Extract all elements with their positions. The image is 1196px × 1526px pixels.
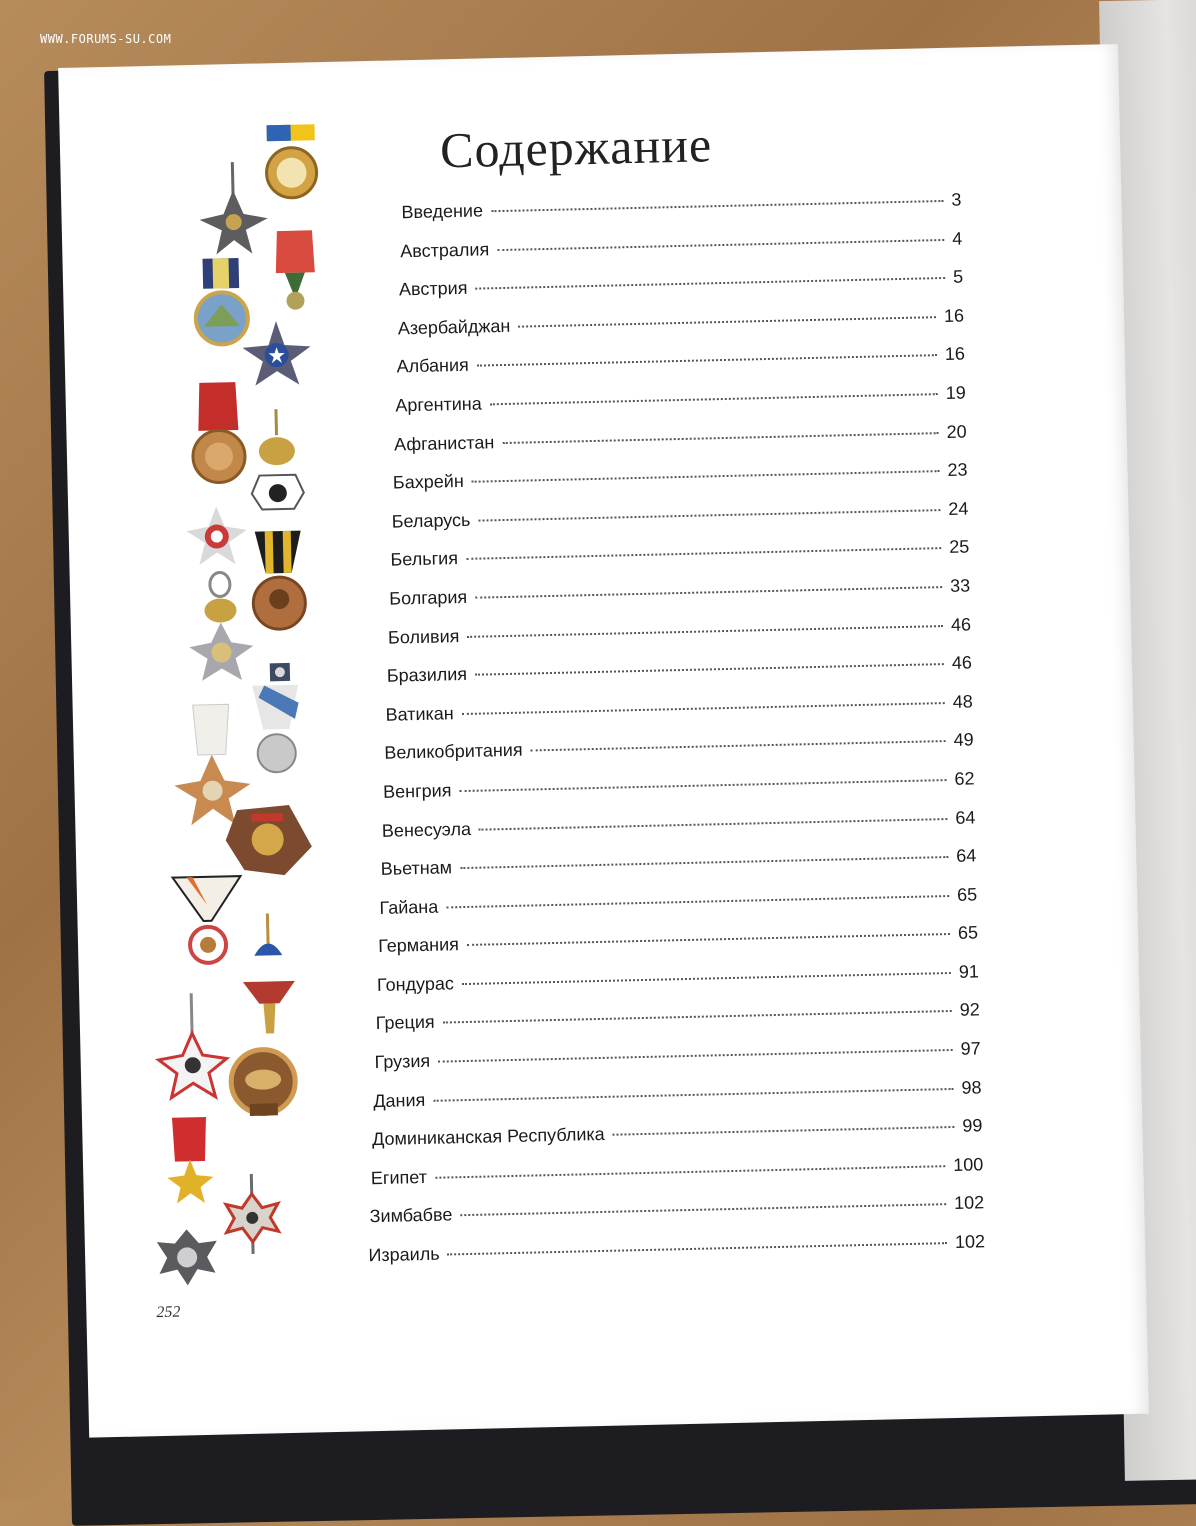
order-white-star-icon [186,506,247,565]
toc-dot-leader [462,702,945,715]
toc-entry-page: 19 [945,382,966,403]
order-crowned-cross-icon [250,409,304,510]
toc-dot-leader [613,1126,955,1136]
toc-entry-title: Аргентина [395,393,482,416]
toc-entry-title: Венгрия [382,780,452,802]
toc-dot-leader [466,547,941,560]
order-crowned-star-icon [188,572,254,681]
toc-dot-leader [438,1049,952,1063]
toc-entry-page: 62 [954,768,975,789]
toc-entry-page: 33 [949,575,971,596]
toc-entry-title: Гондурас [376,973,455,995]
toc-entry-page: 92 [959,999,980,1021]
toc-entry-page: 65 [956,884,978,905]
toc-dot-leader [518,316,936,327]
toc-entry-page: 65 [957,922,979,944]
toc-entry-title: Великобритания [384,739,523,764]
order-star-icon [198,161,268,255]
order-white-ribbon-icon [173,704,252,826]
book-page [58,44,1149,1438]
toc-entry-page: 20 [946,421,967,442]
medal-red-star-icon [166,1117,214,1204]
toc-dot-leader [531,740,946,751]
order-red-white-star-icon [157,992,227,1098]
toc-dot-leader [478,509,940,521]
toc-entry-page: 91 [958,961,980,982]
toc-entry-page: 49 [953,729,974,751]
toc-entry-title: Греция [375,1012,435,1034]
medal-black-yellow-ribbon-icon [252,531,306,630]
medal-blue-white-ribbon-icon [252,685,300,773]
toc-entry-page: 97 [960,1038,981,1059]
toc-entry-page: 4 [951,228,963,249]
toc-entry-page: 23 [947,459,968,481]
badge-small-icon [270,663,290,681]
toc-dot-leader [459,779,946,792]
toc-dot-leader [477,355,937,367]
toc-dot-leader [472,470,940,483]
toc-entry-page: 100 [952,1154,984,1175]
toc-entry-title: Вьетнам [380,857,453,880]
toc-entry-title: Бахрейн [392,471,464,493]
toc-entry-page: 5 [952,266,964,287]
toc-entry-title: Дания [373,1089,426,1111]
toc-entry-title: Австралия [400,238,490,261]
medal-red-ribbon-icon [275,230,316,310]
toc-entry-title: Австрия [398,277,468,300]
toc-dot-leader [491,200,943,212]
order-blue-star-icon [242,320,311,386]
toc-dot-leader [467,625,943,638]
toc-entry-page: 48 [952,691,973,712]
toc-dot-leader [433,1088,953,1102]
toc-dot-leader [475,586,942,599]
toc-entry-title: Афганистан [393,431,495,455]
toc-entry-page: 102 [954,1231,986,1253]
toc-entry-page: 64 [955,845,977,866]
page-title: Содержание [439,116,713,179]
toc-entry-page: 25 [948,536,970,558]
toc-entry-page: 98 [961,1076,982,1098]
badge-enamel-icon [225,804,313,876]
toc-entry-page: 64 [955,806,976,828]
toc-dot-leader [460,1204,946,1217]
toc-entry-page: 102 [953,1192,985,1214]
toc-entry-page: 16 [943,305,965,326]
toc-entry-title: Израиль [368,1243,440,1266]
toc-entry-title: Беларусь [391,509,471,532]
toc-entry-title: Азербайджан [397,315,511,339]
order-silver-star-icon [157,1229,218,1286]
toc-entry-title: Венесуэла [381,818,472,841]
toc-dot-leader [497,239,944,251]
toc-entry-page: 24 [948,498,969,519]
toc-entry-title: Болгария [389,586,468,609]
toc-entry-title: Боливия [387,625,460,648]
toc-dot-leader [475,277,945,290]
toc-entry-title: Ватикан [385,702,454,725]
toc-entry-page: 99 [962,1115,983,1137]
toc-entry-title: Албания [396,355,469,377]
toc-entry-title: Грузия [374,1050,431,1073]
toc-entry-title: Введение [401,200,484,223]
table-of-contents [301,190,985,1285]
order-crowned-blue-icon [241,913,296,1034]
toc-entry-title: Зимбабве [369,1204,453,1227]
toc-entry-page: 3 [951,189,962,210]
toc-entry-title: Германия [378,934,460,957]
toc-dot-leader [502,432,938,444]
badge-bronze-animal-icon [230,1049,295,1116]
page-number: 252 [156,1303,181,1322]
toc-dot-leader [443,1010,952,1024]
toc-dot-leader [462,972,951,985]
toc-dot-leader [467,933,950,946]
toc-entry-title: Гайана [379,896,439,918]
order-striped-ribbon-icon [173,876,243,964]
toc-entry-page: 46 [951,652,973,674]
toc-dot-leader [446,895,949,908]
toc-entry-title: Доминиканская Республика [371,1124,605,1150]
toc-entry-title: Бельгия [390,548,459,570]
medal-red-bronze-icon [191,382,245,483]
order-cross-sword-icon [225,1173,279,1254]
toc-dot-leader [460,856,948,869]
toc-dot-leader [435,1165,945,1179]
toc-dot-leader [490,393,938,405]
medal-ukraine-icon [265,124,317,198]
watermark: WWW.FORUMS-SU.COM [40,32,172,46]
medal-striped-ribbon-icon [195,258,249,345]
toc-entry-page: 46 [950,613,972,635]
toc-dot-leader [475,663,944,676]
toc-dot-leader [448,1242,947,1255]
toc-entry-page: 16 [944,343,966,365]
toc-entry-title: Египет [370,1166,428,1189]
toc-entry-title: Бразилия [386,664,468,686]
toc-dot-leader [479,818,947,831]
